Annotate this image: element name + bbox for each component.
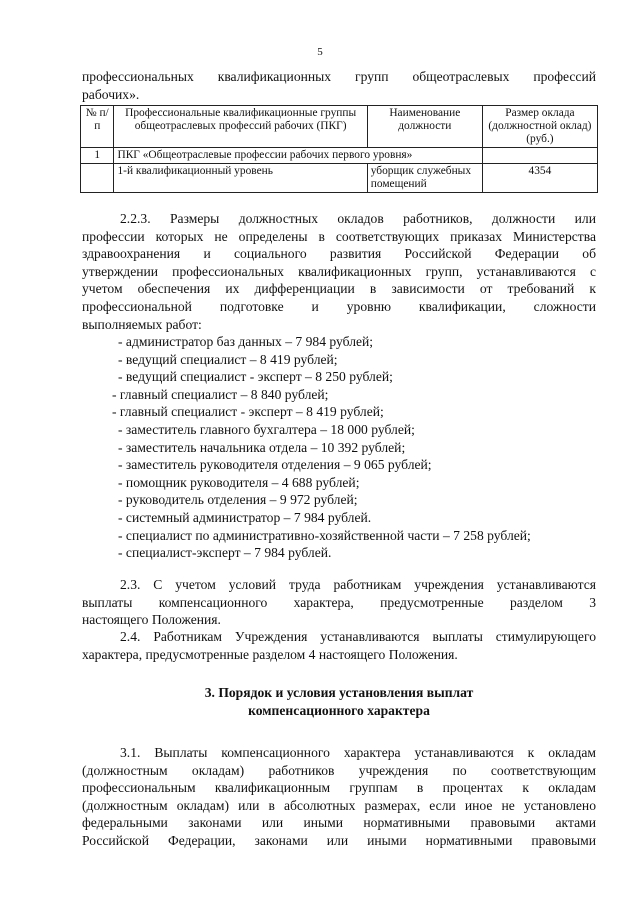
paragraph-line: профессии которых не определены в соответствующих приказах Министерства xyxy=(82,228,596,244)
list-item: - специалист-эксперт – 7 984 рублей. xyxy=(118,545,332,561)
header-salary: Размер оклада (должностной оклад) (руб.) xyxy=(482,106,597,148)
table-row xyxy=(81,148,598,164)
heading-line: 3. Порядок и условия установления выплат xyxy=(204,685,474,700)
list-item: - специалист по административно-хозяйственной части – 7 258 рублей; xyxy=(118,527,531,543)
paragraph-2-2-3 xyxy=(82,210,596,333)
paragraph-line: профессиональным квалификационным группам в процентах к окладам xyxy=(82,780,596,796)
header-position: Наименование должности xyxy=(367,106,482,148)
list-item: - заместитель руководителя отделения – 9 065 рублей; xyxy=(118,457,432,473)
paragraph-line: (должностным окладам) или в абсолютных размерах, если иное не установлено xyxy=(82,797,596,813)
table-row xyxy=(81,164,598,193)
row-group-name: ПКГ «Общеотраслевые профессии рабочих первого уровня» xyxy=(114,148,482,164)
list-item: - главный специалист – 8 840 рублей; xyxy=(112,386,329,402)
paragraph-line: выплаты компенсационного характера, предусмотренные разделом 3 xyxy=(82,594,596,610)
heading-line: компенсационного характера xyxy=(248,702,430,718)
table-header-row xyxy=(81,106,598,148)
paragraph-line: учетом обеспечения их дифференциации в зависимости от требований к xyxy=(82,281,596,297)
row-num: 1 xyxy=(81,148,114,164)
list-item: - администратор баз данных – 7 984 рублей; xyxy=(118,334,374,349)
section-3-heading xyxy=(82,684,596,719)
pkg-table xyxy=(80,105,598,193)
paragraph-line: 2.3. С учетом условий труда работникам учреждения устанавливаются xyxy=(120,577,596,592)
row-salary: 4354 xyxy=(482,164,597,193)
row-position: уборщик служебных помещений xyxy=(367,164,482,193)
list-item: - системный администратор – 7 984 рублей. xyxy=(118,509,372,525)
list-item: - главный специалист - эксперт – 8 419 рублей; xyxy=(112,404,384,420)
list-item: - помощник руководителя – 4 688 рублей; xyxy=(118,474,360,490)
paragraph-2-3 xyxy=(82,576,596,629)
paragraph-line: характера, предусмотренные разделом 4 настоящего Положения. xyxy=(82,646,458,662)
intro-line: профессиональных квалификационных групп общеотраслевых профессий xyxy=(82,69,596,84)
row-empty xyxy=(482,148,597,164)
row-empty xyxy=(81,164,114,193)
page-number: 5 xyxy=(317,46,323,58)
paragraph-line: утверждении профессиональных квалификационных групп, устанавливаются с xyxy=(82,263,596,279)
list-item: - заместитель главного бухгалтера – 18 000 рублей; xyxy=(118,421,415,437)
paragraph-line: Российской Федерации, законами или иными нормативными правовыми xyxy=(82,832,596,848)
header-group: Профессиональные квалификационные группы общеотраслевых профессий рабочих (ПКГ) xyxy=(114,106,367,148)
header-num: № п/п xyxy=(81,106,114,148)
paragraph-line: выполняемых работ: xyxy=(82,316,202,332)
paragraph-line: 3.1. Выплаты компенсационного характера устанавливаются к окладам xyxy=(120,745,596,760)
salary-list xyxy=(112,333,598,562)
paragraph-line: (должностным окладам) работников учреждения по соответствующим xyxy=(82,762,596,778)
paragraph-3-1 xyxy=(82,744,596,850)
row-level: 1-й квалификационный уровень xyxy=(114,164,367,193)
list-item: - ведущий специалист – 8 419 рублей; xyxy=(118,351,338,367)
paragraph-line: настоящего Положения. xyxy=(82,612,221,628)
list-item: - ведущий специалист - эксперт – 8 250 рублей; xyxy=(118,369,393,385)
paragraph-line: 2.4. Работникам Учреждения устанавливаются выплаты стимулирующего xyxy=(120,629,596,644)
paragraph-line: федеральными законами или иными нормативными правовыми актами xyxy=(82,815,596,831)
intro-line: рабочих». xyxy=(82,86,140,102)
list-item: - руководитель отделения – 9 972 рублей; xyxy=(118,492,358,508)
list-item: - заместитель начальника отдела – 10 392 рублей; xyxy=(118,439,406,455)
paragraph-line: здравоохранения и социального развития Российской Федерации об xyxy=(82,246,596,262)
paragraph-2-4 xyxy=(82,628,596,663)
paragraph-line: 2.2.3. Размеры должностных окладов работников, должности или xyxy=(120,211,596,226)
intro-paragraph xyxy=(82,68,596,103)
paragraph-line: профессиональной подготовке и уровню квалификации, сложности xyxy=(82,298,596,314)
